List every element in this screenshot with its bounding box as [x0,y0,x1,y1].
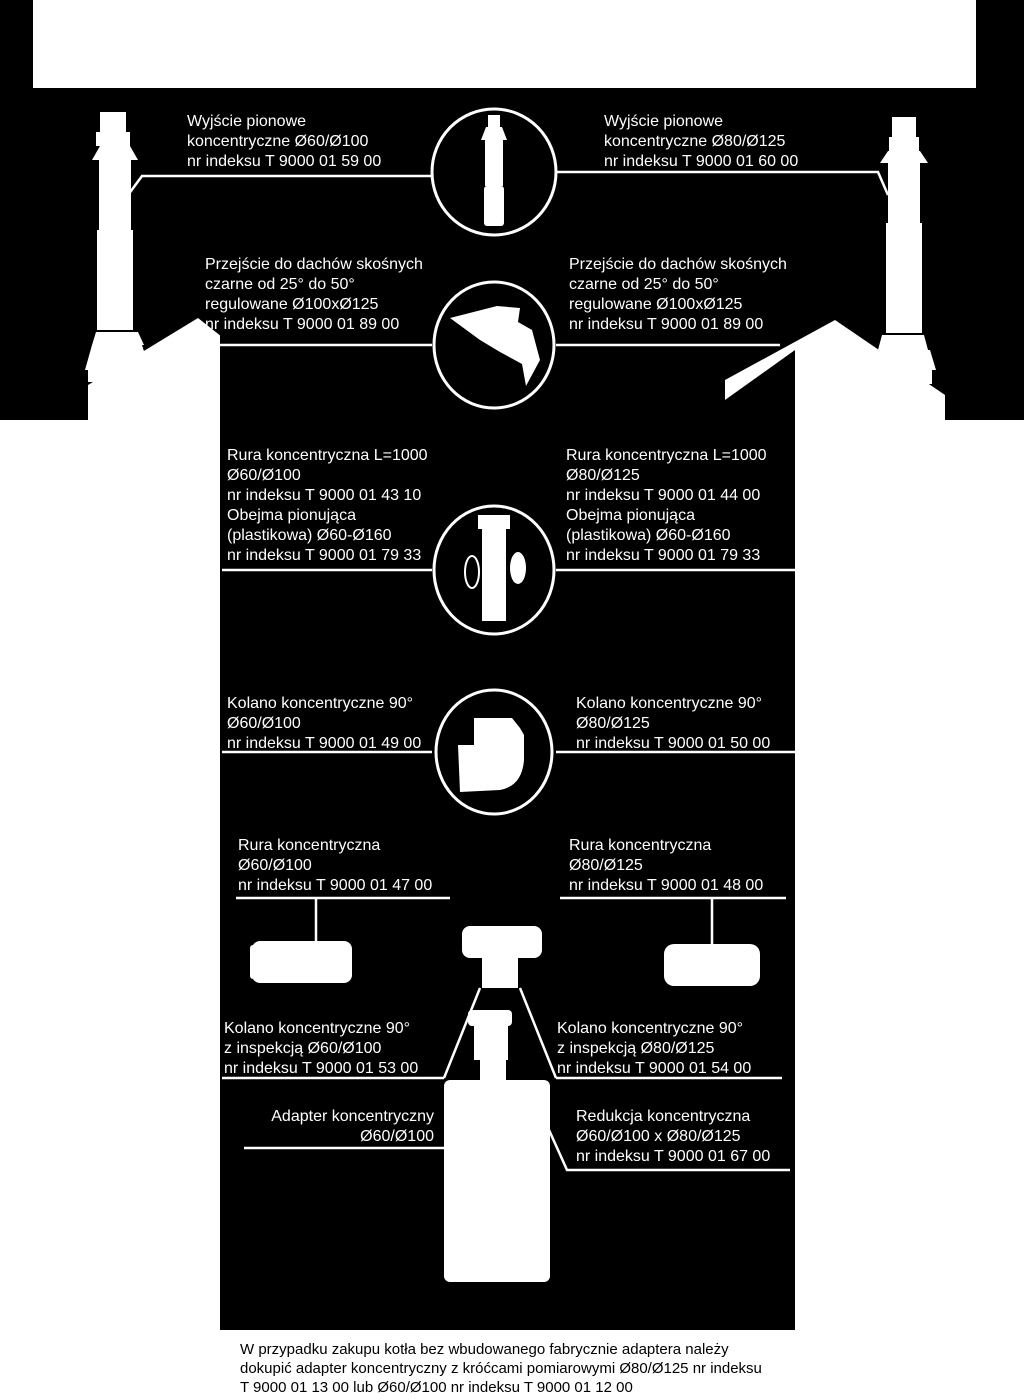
label-line: Wyjście pionowe [604,113,724,130]
label-line: nr indeksu T 9000 01 67 00 [576,1148,771,1165]
label-line: Ø60/Ø100 [227,467,301,484]
label-line: (plastikowa) Ø60-Ø160 [566,527,731,544]
label-line: Kolano koncentryczne 90° [557,1020,744,1037]
right-vertical-flue [866,117,936,384]
label-line: nr indeksu T 9000 01 60 00 [604,153,799,170]
label-line: Przejście do dachów skośnych [569,256,787,273]
label-pipe-1000-80-125 [566,446,767,566]
circle-elbow [436,690,552,814]
label-line: nr indeksu T 9000 01 79 33 [566,547,761,564]
circle-vertical-outlet [432,109,556,235]
label-roof-pass-right [569,255,787,335]
label-line: Ø60/Ø100 [227,715,301,732]
label-line: czarne od 25° do 50° [569,276,719,293]
label-line: nr indeksu T 9000 01 89 00 [205,316,400,333]
label-line: Ø80/Ø125 [569,857,643,874]
footnote [240,1340,800,1397]
label-vertical-outlet-60-100 [187,112,381,172]
pipe-right-horizontal [664,944,760,986]
label-pipe-1000-60-100 [227,446,428,566]
label-line: nr indeksu T 9000 01 47 00 [238,877,433,894]
label-line: koncentryczne Ø60/Ø100 [187,133,369,150]
label-line: nr indeksu T 9000 01 49 00 [227,735,422,752]
footnote-line: W przypadku zakupu kotła bez wbudowanego fabrycznie adaptera należy [240,1341,729,1358]
label-line: nr indeksu T 9000 01 53 00 [224,1060,419,1077]
label-line: nr indeksu T 9000 01 48 00 [569,877,764,894]
label-line: regulowane Ø100xØ125 [205,296,379,313]
label-roof-pass-left [205,255,423,335]
label-line: nr indeksu T 9000 01 43 10 [227,487,422,504]
label-line: Obejma pionująca [566,507,695,524]
label-inspection-elbow-60-100 [224,1019,418,1079]
label-line: nr indeksu T 9000 01 79 33 [227,547,422,564]
label-vertical-outlet-80-125 [604,112,798,172]
label-reduction [576,1107,770,1167]
label-pipe-60-100 [238,836,432,896]
label-line: regulowane Ø100xØ125 [569,296,743,313]
label-line: Kolano koncentryczne 90° [576,695,763,712]
footnote-line: dokupić adapter koncentryczny z króćcami pomiarowymi Ø80/Ø125 nr indeksu [240,1360,762,1377]
circle-roof-passage [434,282,554,408]
label-line: Ø60/Ø100 [360,1128,434,1145]
label-line: Wyjście pionowe [187,113,307,130]
label-line: Rura koncentryczna [569,837,712,854]
label-line: Rura koncentryczna [238,837,381,854]
label-line: Rura koncentryczna L=1000 [227,447,428,464]
label-inspection-elbow-80-125 [557,1019,751,1079]
label-line: z inspekcją Ø80/Ø125 [557,1040,715,1057]
label-line: Rura koncentryczna L=1000 [566,447,767,464]
label-line: Ø80/Ø125 [576,715,650,732]
label-line: Ø60/Ø100 x Ø80/Ø125 [576,1128,741,1145]
roof-shadow-left [220,330,340,400]
label-elbow-80-125 [576,694,770,754]
label-line: Adapter koncentryczny [271,1108,434,1125]
pipe-left-horizontal [250,941,352,983]
label-line: nr indeksu T 9000 01 89 00 [569,316,764,333]
left-vertical-flue [85,112,150,382]
label-line: nr indeksu T 9000 01 50 00 [576,735,771,752]
label-line: nr indeksu T 9000 01 44 00 [566,487,761,504]
label-line: Kolano koncentryczne 90° [227,695,414,712]
label-elbow-60-100 [227,694,421,754]
label-line: koncentryczne Ø80/Ø125 [604,133,786,150]
label-line: Ø80/Ø125 [566,467,640,484]
circle-pipe-clamp [434,506,554,634]
label-pipe-80-125 [569,836,763,896]
label-line: Ø60/Ø100 [238,857,312,874]
label-line: nr indeksu T 9000 01 54 00 [557,1060,752,1077]
label-line: nr indeksu T 9000 01 59 00 [187,153,382,170]
label-adapter-60-100 [244,1107,434,1147]
label-line: Obejma pionująca [227,507,356,524]
label-line: z inspekcją Ø60/Ø100 [224,1040,382,1057]
label-line: (plastikowa) Ø60-Ø160 [227,527,392,544]
footnote-line: T 9000 01 13 00 lub Ø60/Ø100 nr indeksu T 9000 01 12 00 [240,1379,633,1396]
label-line: Przejście do dachów skośnych [205,256,423,273]
label-line: Redukcja koncentryczna [576,1108,751,1125]
label-line: czarne od 25° do 50° [205,276,355,293]
top-banner [33,0,976,88]
label-line: Kolano koncentryczne 90° [224,1020,411,1037]
